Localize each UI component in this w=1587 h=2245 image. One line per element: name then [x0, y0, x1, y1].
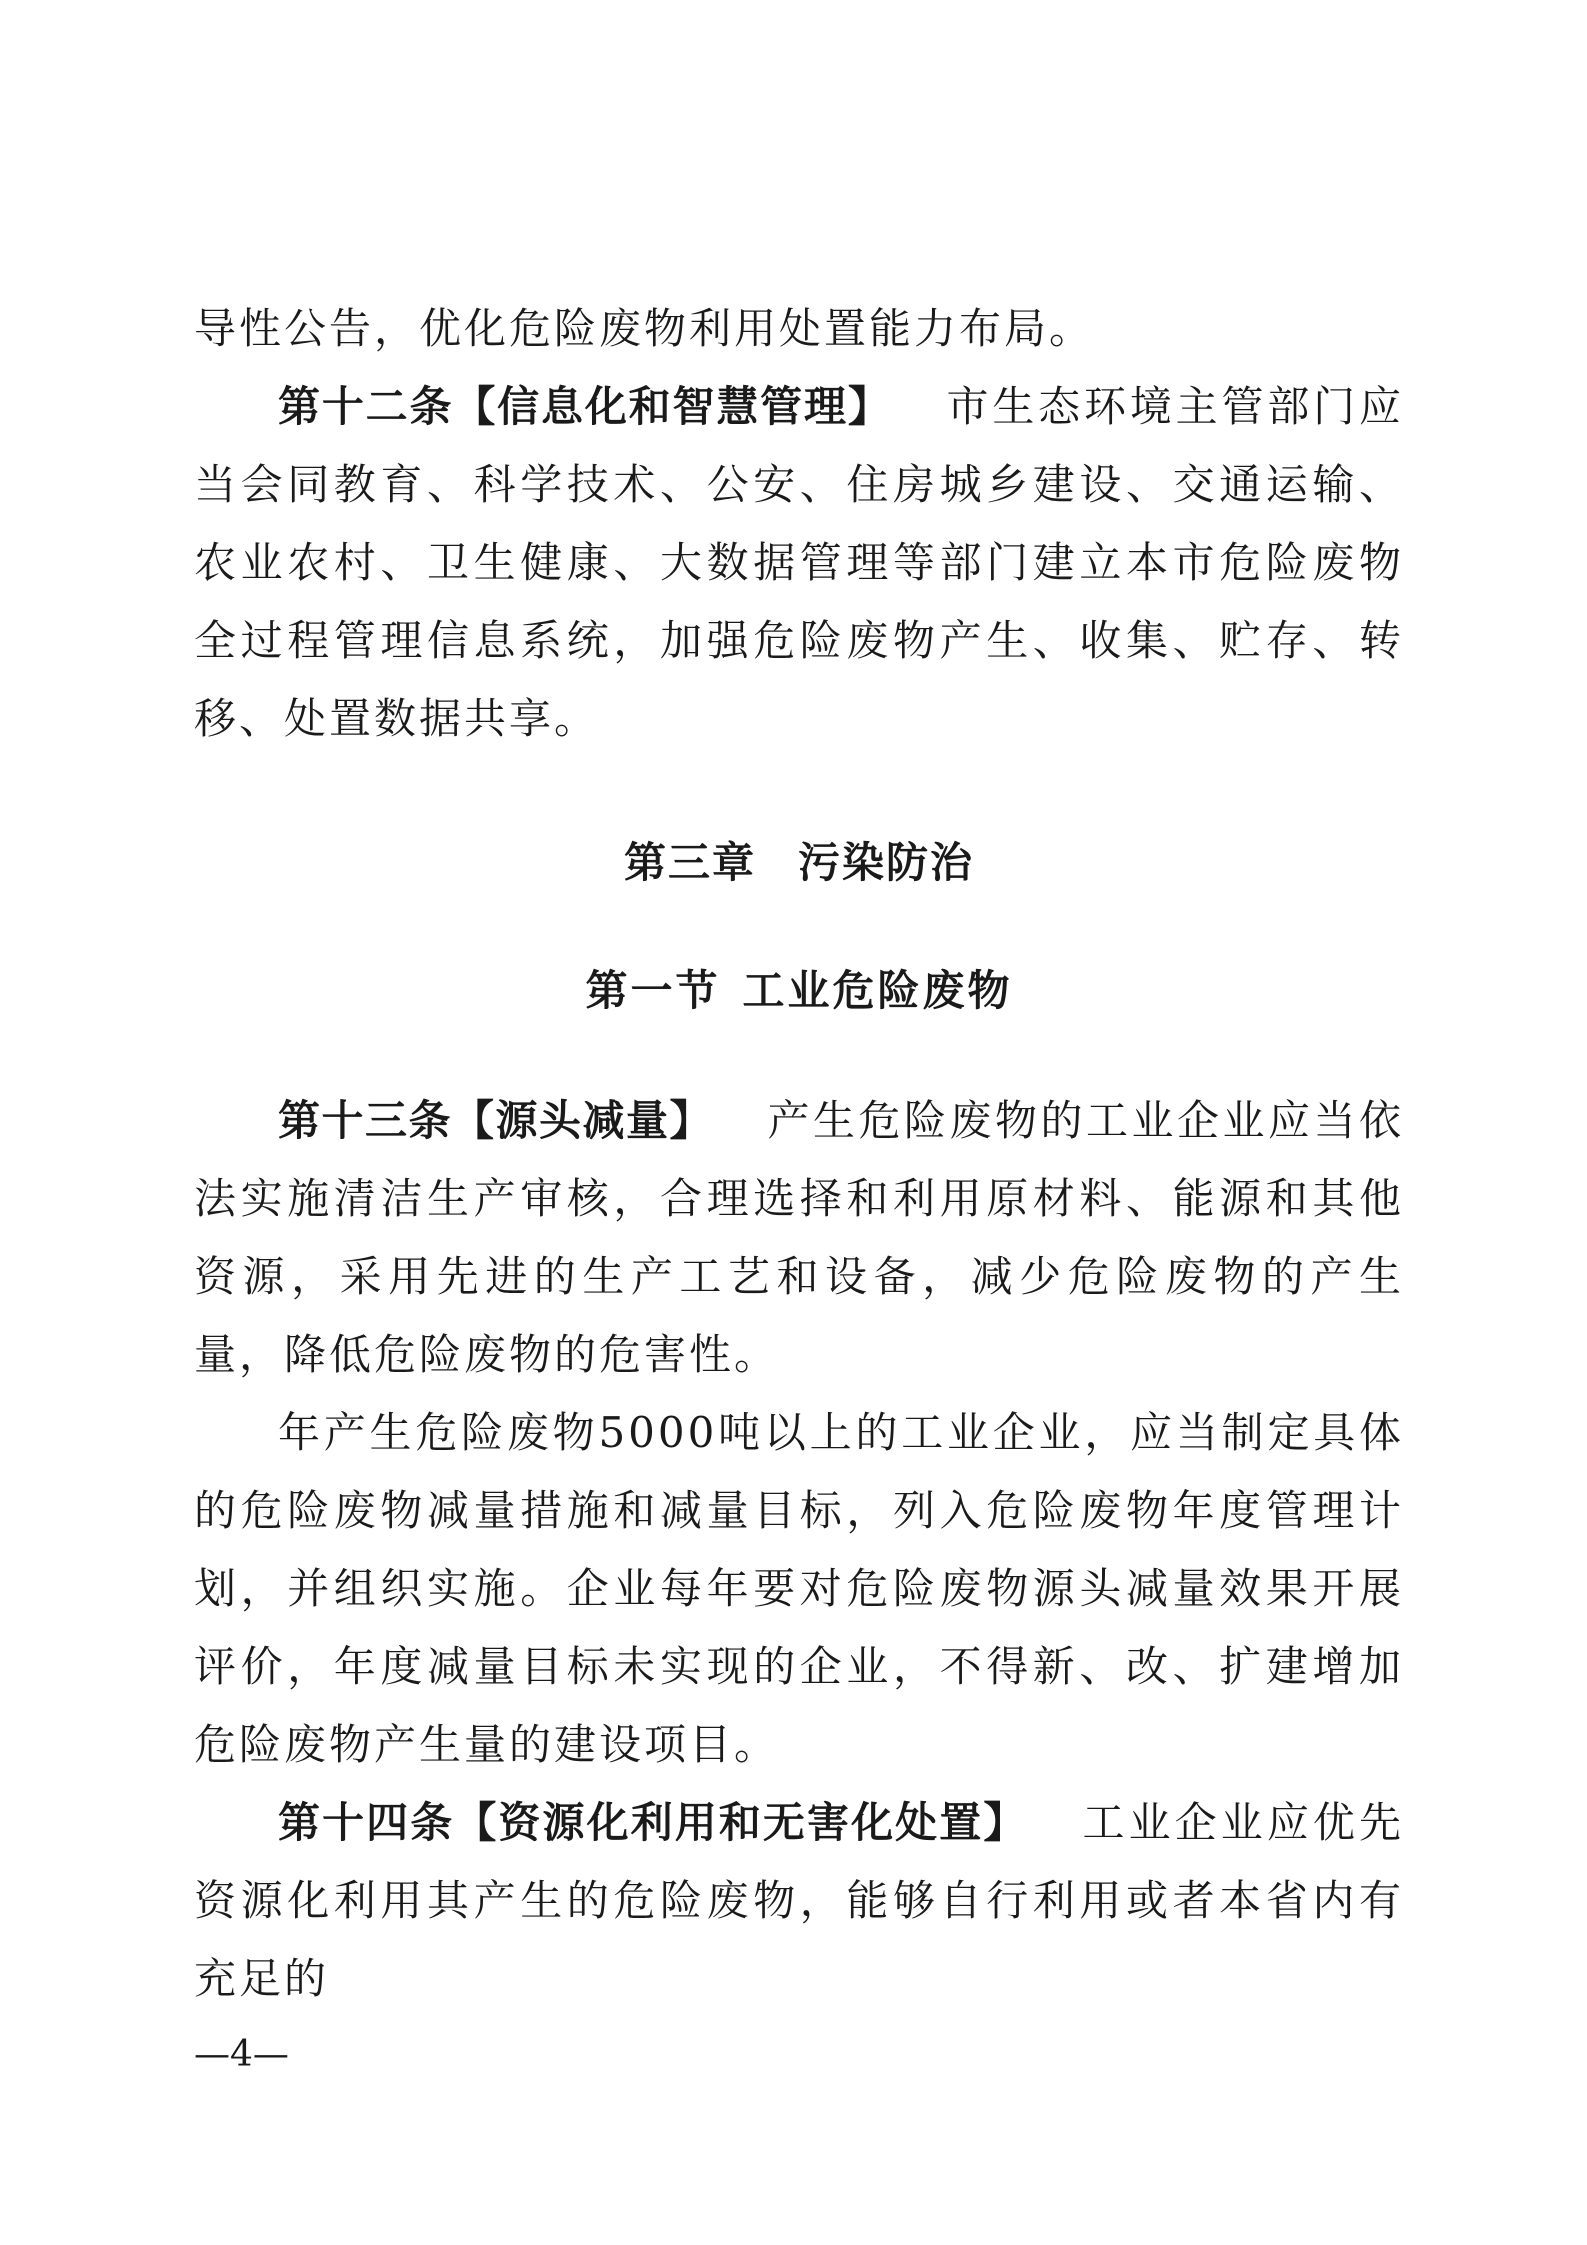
section-title: 工业危险废物	[742, 966, 1013, 1015]
article-12	[194, 368, 1404, 758]
article-13	[194, 1082, 1404, 1394]
chapter-title: 污染防治	[798, 838, 975, 887]
article-12-body: 市生态环境主管部门应当会同教育、科学技术、公安、住房城乡建设、交通运输、农业农村、卫生健康、大数据管理等部门建立本市危险废物全过程管理信息系统，加强危险废物产生、收集、贮存、转移、处置数据共享。	[194, 382, 1404, 743]
document-body	[194, 290, 1404, 2018]
article-13-heading: 第十三条【源头减量】	[278, 1096, 713, 1145]
paragraph-continued: 导性公告，优化危险废物利用处置能力布局。	[194, 304, 1095, 353]
section-heading	[194, 952, 1404, 1030]
chapter-heading	[194, 824, 1404, 902]
article-12-heading: 第十二条【信息化和智慧管理】	[278, 382, 892, 431]
article-14-heading: 第十四条【资源化利用和无害化处置】	[278, 1798, 1028, 1847]
article-14	[194, 1784, 1404, 2018]
page-number: —4—	[194, 2034, 289, 2075]
article-14-body: 工业企业应优先资源化利用其产生的危险废物，能够自行利用或者本省内有充足的	[194, 1798, 1404, 2003]
chapter-number: 第三章	[623, 838, 756, 887]
article-13-body: 产生危险废物的工业企业应当依法实施清洁生产审核，合理选择和利用原材料、能源和其他资源，采用先进的生产工艺和设备，减少危险废物的产生量，降低危险废物的危害性。	[194, 1096, 1404, 1379]
article-13-paragraph-2: 年产生危险废物5000吨以上的工业企业，应当制定具体的危险废物减量措施和减量目标，列入危险废物年度管理计划，并组织实施。企业每年要对危险废物源头减量效果开展评价，年度减量目标未实现的企业，不得新、改、扩建增加危险废物产生量的建设项目。	[194, 1408, 1404, 1769]
section-number: 第一节	[585, 966, 721, 1015]
